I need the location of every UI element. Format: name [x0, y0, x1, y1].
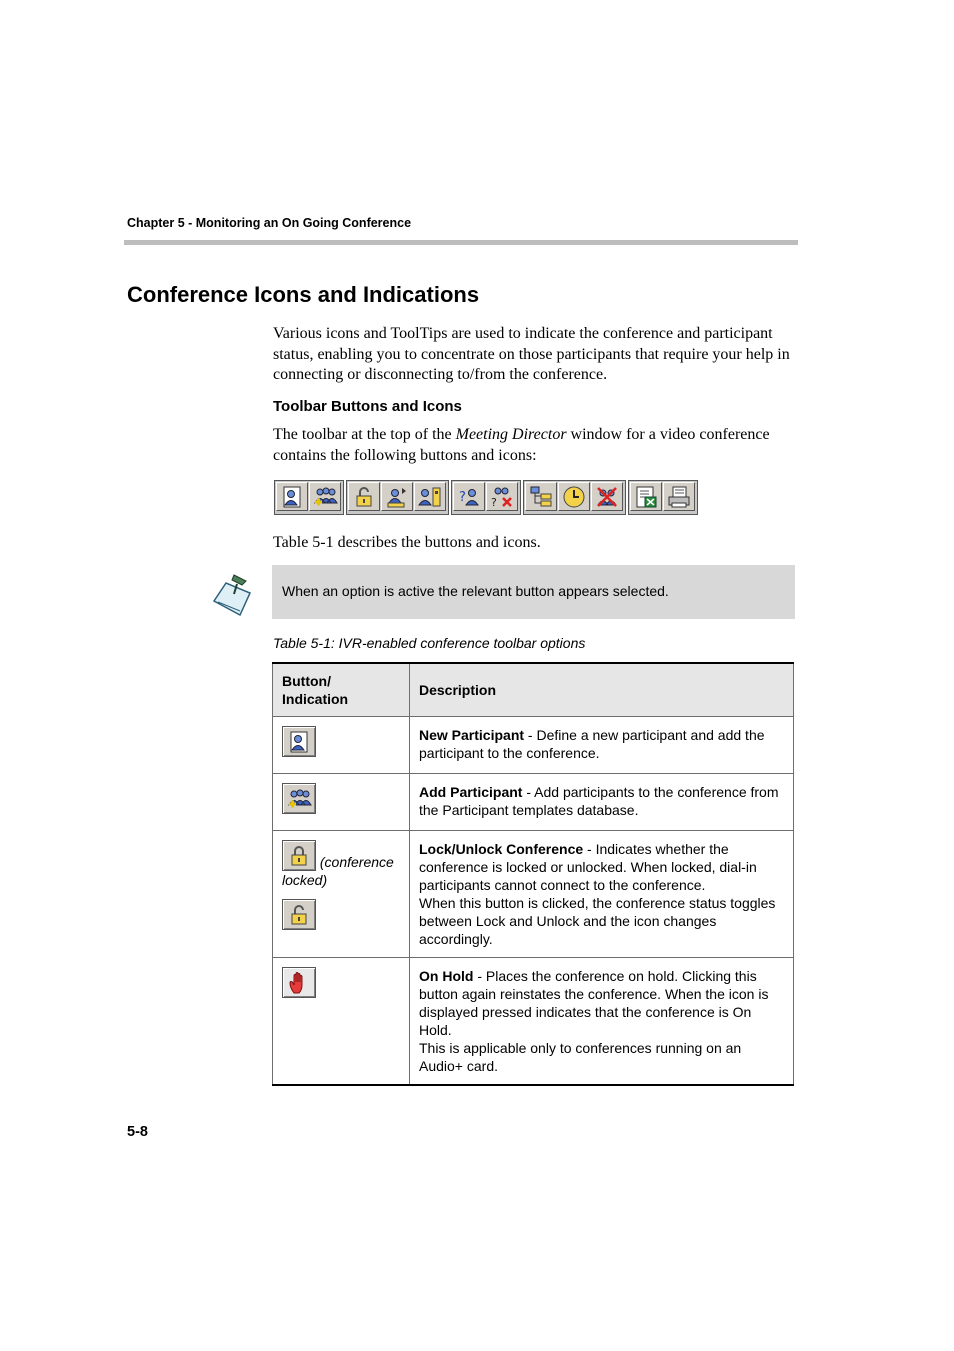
- participant-info-icon: [414, 482, 446, 511]
- row-description: Add Participant - Add participants to the conference from the Participant templates database.: [410, 774, 794, 831]
- header-description: Description: [410, 663, 794, 717]
- row-description: New Participant - Define a new participant and add the participant to the conference.: [410, 717, 794, 774]
- row-description: On Hold - Places the conference on hold. Clicking this button again reinstates the conference. When the icon is displayed pressed indicates that the conference is On Hold. This is applicable only to conferences running on an Audio+ card.: [410, 958, 794, 1086]
- hand-icon: [282, 967, 316, 998]
- note-pin-icon: [210, 571, 256, 617]
- add-participant-icon: [309, 482, 341, 511]
- toolbar-illustration: [274, 480, 700, 515]
- new-participant-icon: [276, 482, 308, 511]
- table-row: [273, 958, 794, 1086]
- subsection-title: Toolbar Buttons and Icons: [273, 398, 462, 415]
- table-reference: Table 5-1 describes the buttons and icons.: [273, 534, 541, 551]
- unlock-icon: [282, 899, 316, 930]
- export-icon: [630, 482, 662, 511]
- add-participant-icon: [282, 783, 316, 814]
- svg-text:?: ?: [491, 495, 497, 509]
- participant-delete-icon: [486, 482, 518, 511]
- intro-paragraph: Various icons and ToolTips are used to indicate the conference and participant status, enabling you to concentrate on those participants that require your help in connecting or disconnecting to/from the conference.: [273, 325, 790, 383]
- header-button: Button/ Indication: [273, 663, 410, 717]
- participant-help-icon: [453, 482, 485, 511]
- move-participant-icon: [381, 482, 413, 511]
- svg-text:?: ?: [459, 489, 466, 505]
- header-rule: [124, 240, 798, 245]
- table-caption: Table 5-1: IVR-enabled conference toolbar options: [273, 635, 586, 651]
- toolbar-paragraph: The toolbar at the top of the Meeting Director window for a video conference contains the following buttons and icons:: [273, 426, 770, 464]
- clock-icon: [558, 482, 590, 511]
- new-participant-icon: [282, 726, 316, 757]
- note-text: When an option is active the relevant button appears selected.: [282, 583, 669, 599]
- table-row: [273, 774, 794, 831]
- unlock-icon: [348, 482, 380, 511]
- row-description: Lock/Unlock Conference - Indicates whether the conference is locked or unlocked. When locked, dial-in participants cannot connect to the conference. When this button is clicked, the conference status toggles between Lock and Unlock and the icon changes accordingly.: [410, 831, 794, 958]
- table-header-row: [273, 663, 794, 717]
- page-number: 5-8: [127, 1124, 148, 1140]
- note-box: [272, 565, 795, 619]
- tree-view-icon: [525, 482, 557, 511]
- toolbar-options-table: [272, 662, 794, 1086]
- section-title: Conference Icons and Indications: [127, 282, 480, 307]
- table-row: [273, 717, 794, 774]
- disconnect-icon: [591, 482, 623, 511]
- print-icon: [663, 482, 695, 511]
- table-row: [273, 831, 794, 958]
- lock-icon: [282, 840, 316, 871]
- locked-label: (conference locked): [282, 854, 394, 888]
- chapter-header: Chapter 5 - Monitoring an On Going Conference: [127, 216, 412, 230]
